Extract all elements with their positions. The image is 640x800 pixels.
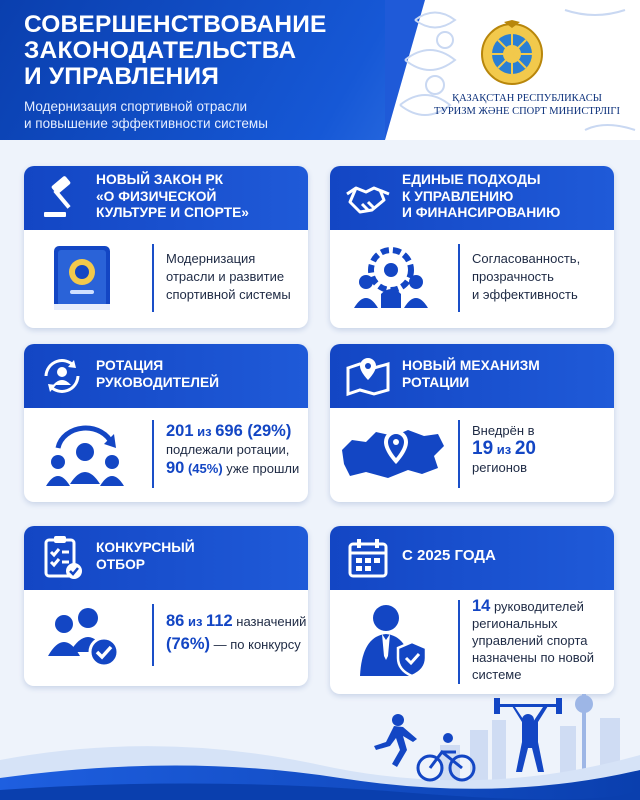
people-rotation-icon	[40, 418, 130, 490]
card-header	[24, 526, 308, 590]
competition-stat-line	[166, 610, 307, 633]
card-text	[472, 598, 608, 683]
card-title: С 2025 ГОДА	[402, 547, 496, 564]
calendar-icon	[344, 534, 392, 582]
since2025-stat-line	[472, 598, 608, 615]
footer-sports-skyline	[0, 690, 640, 800]
card-text	[472, 250, 608, 304]
card-text	[166, 610, 307, 656]
runner-figure	[374, 714, 417, 767]
card-text	[166, 422, 302, 478]
stat-percent: (29%)	[242, 422, 292, 440]
card-title-line: НОВЫЙ МЕХАНИЗМ	[402, 358, 540, 373]
card-new-law	[24, 166, 308, 328]
manager-shield-icon	[346, 600, 436, 680]
card-text-line: системе	[472, 667, 522, 682]
card-rotation	[24, 344, 308, 502]
page-title	[24, 12, 384, 90]
card-text-line: руководителей	[490, 599, 584, 614]
card-title	[96, 358, 300, 391]
card-header	[330, 526, 614, 590]
card-title-line: «О ФИЗИЧЕСКОЙ	[96, 188, 217, 204]
ministry-line: ТУРИЗМ ЖӘНЕ СПОРТ МИНИСТРЛІГІ	[433, 106, 621, 117]
card-title	[96, 172, 300, 222]
card-divider	[152, 244, 154, 312]
card-title	[402, 358, 606, 391]
stat-percent: (76%)	[166, 635, 211, 653]
card-divider	[152, 604, 154, 666]
gavel-icon	[38, 174, 86, 222]
kazakhstan-emblem-icon	[478, 20, 546, 88]
card-since-2025	[330, 526, 614, 694]
card-title-line: К УПРАВЛЕНИЮ	[402, 188, 514, 204]
stat-of: из	[493, 442, 515, 457]
stat-number: 696	[215, 422, 243, 440]
map-pin-icon	[344, 352, 392, 400]
rotation-stat-line	[166, 422, 302, 441]
card-title-line: КУЛЬТУРЕ И СПОРТЕ»	[96, 205, 249, 220]
card-divider	[458, 244, 460, 312]
card-unified-approaches	[330, 166, 614, 328]
checklist-icon	[38, 534, 86, 582]
card-text-line: Согласованность,	[472, 251, 581, 266]
card-divider	[458, 420, 460, 488]
stat-number: 14	[472, 597, 491, 615]
card-text-line: и эффективность	[472, 287, 578, 302]
card-title-line: ОТБОР	[96, 556, 146, 572]
card-text-line: уже прошли	[222, 461, 300, 476]
stat-number: 201	[166, 422, 194, 440]
kazakhstan-map-pin-icon	[338, 416, 448, 488]
card-text	[166, 250, 302, 304]
card-title	[402, 172, 606, 222]
card-title-line: РОТАЦИИ	[402, 374, 470, 390]
ministry-name	[432, 92, 622, 118]
card-competitive-selection	[24, 526, 308, 686]
user-rotation-icon	[38, 352, 86, 400]
card-title-line: РУКОВОДИТЕЛЕЙ	[96, 374, 220, 390]
stat-number: 20	[514, 438, 536, 459]
card-header	[330, 344, 614, 408]
card-text-line: подлежали ротации,	[166, 442, 290, 457]
card-text-line: отрасли и развитие	[166, 269, 285, 284]
card-text-line: — по конкурсу	[210, 637, 301, 652]
card-text-line: спортивной системы	[166, 287, 291, 302]
ministry-line: ҚАЗАҚСТАН РЕСПУБЛИКАСЫ	[452, 93, 602, 104]
subtitle-line: Модернизация спортивной отрасли	[24, 99, 248, 114]
card-divider	[152, 420, 154, 488]
card-header	[330, 166, 614, 230]
card-text-line: Внедрён в	[472, 423, 535, 438]
card-text-line: назначены по новой	[472, 650, 595, 665]
law-book-icon	[40, 242, 130, 314]
team-gear-icon	[346, 244, 436, 316]
card-title-line: ЕДИНЫЕ ПОДХОДЫ	[402, 172, 541, 187]
sports-skyline-illustration	[0, 690, 640, 800]
card-text-line: регионов	[472, 460, 528, 475]
title-line: И УПРАВЛЕНИЯ	[24, 63, 220, 90]
card-text-line: Модернизация	[166, 251, 256, 266]
subtitle-line: и повышение эффективности системы	[24, 116, 268, 131]
stat-percent: (45%)	[184, 461, 223, 476]
card-text-line: управлений спорта	[472, 633, 588, 648]
stat-number: 86	[166, 612, 185, 630]
stat-number: 112	[206, 612, 233, 630]
stat-number: 90	[166, 459, 185, 477]
approved-group-icon	[40, 602, 130, 674]
competition-stat-line	[166, 633, 302, 656]
page-subtitle	[24, 98, 324, 132]
card-title-line: НОВЫЙ ЗАКОН РК	[96, 172, 224, 187]
card-text	[472, 422, 608, 477]
stat-of: из	[193, 424, 216, 439]
stat-of: из	[184, 614, 207, 629]
card-title-line: И ФИНАНСИРОВАНИЮ	[402, 205, 561, 220]
card-divider	[458, 600, 460, 684]
card-title-line: КОНКУРСНЫЙ	[96, 540, 195, 555]
card-title-line: РОТАЦИЯ	[96, 358, 164, 373]
card-rotation-mechanism	[330, 344, 614, 502]
card-header	[24, 344, 308, 408]
mechanism-stat-line	[472, 440, 608, 459]
card-title	[96, 540, 300, 573]
card-text-line: региональных	[472, 616, 558, 631]
title-line: СОВЕРШЕНСТВОВАНИЕ	[24, 11, 327, 38]
rotation-stat-line	[166, 459, 302, 478]
card-text-line: назначений	[232, 614, 307, 629]
card-header	[24, 166, 308, 230]
card-text-line: прозрачность	[472, 269, 554, 284]
stat-number: 19	[472, 438, 494, 459]
title-line: ЗАКОНОДАТЕЛЬСТВА	[24, 37, 297, 64]
header-banner	[0, 0, 640, 140]
handshake-icon	[344, 174, 392, 222]
